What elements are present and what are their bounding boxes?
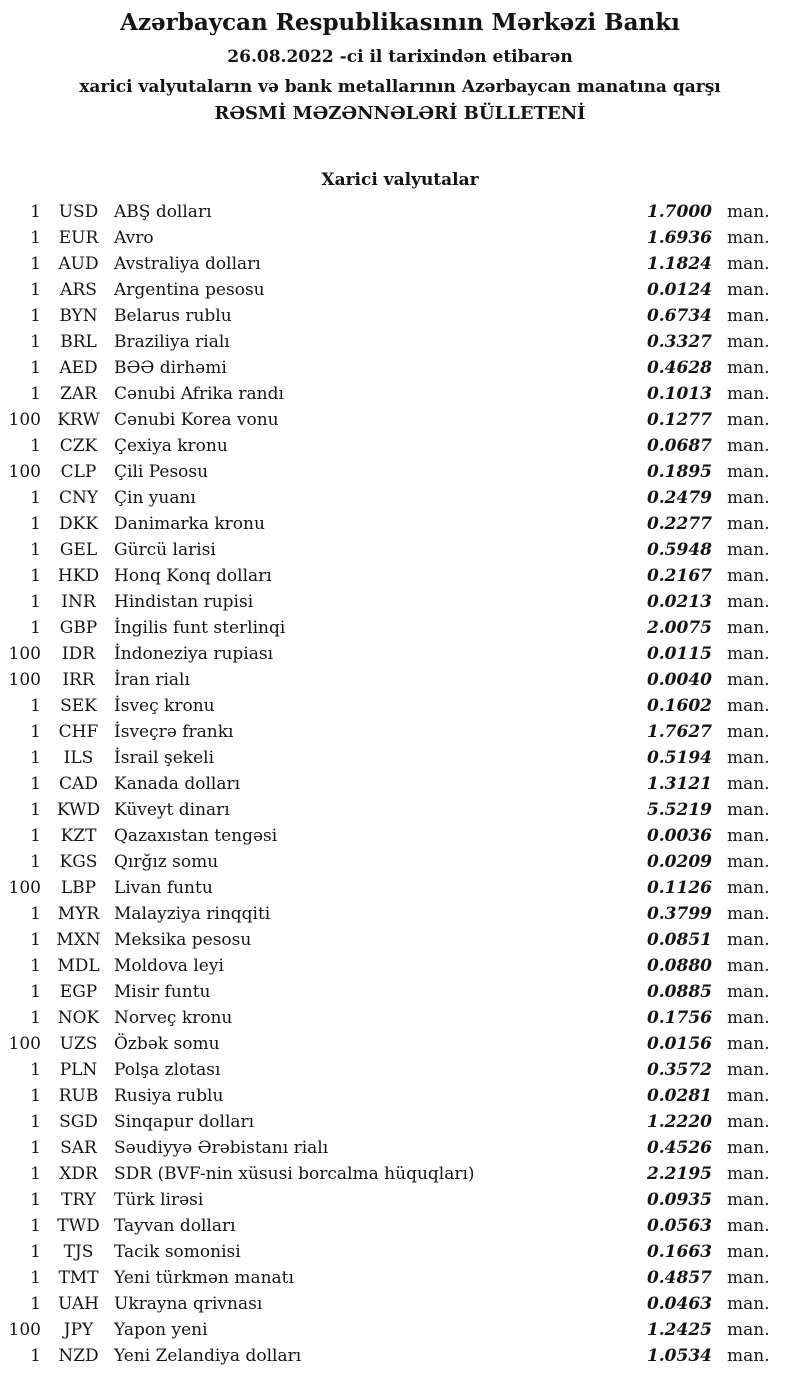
unit-cell: man.	[727, 982, 770, 1002]
rate-value-cell: 0.0463	[646, 1294, 712, 1314]
currency-name-cell: Livan funtu	[114, 878, 213, 898]
rate-value-cell: 0.4628	[646, 358, 712, 378]
unit-cell: man.	[727, 904, 770, 924]
currency-code-cell: CNY	[58, 488, 99, 508]
currency-code-cell: CAD	[59, 774, 98, 794]
rate-row	[0, 329, 800, 355]
currency-name-cell: ABŞ dolları	[114, 202, 212, 222]
rates-table	[0, 199, 800, 1369]
rate-value-cell: 0.4857	[646, 1268, 712, 1288]
currency-code-cell: HKD	[57, 566, 100, 586]
rate-row	[0, 433, 800, 459]
currency-name-cell: Çili Pesosu	[114, 462, 209, 482]
bank-title: Azərbaycan Respublikasının Mərkəzi Bankı	[120, 9, 680, 36]
quantity-cell: 100	[8, 644, 41, 664]
unit-cell: man.	[727, 618, 770, 638]
currency-name-cell: İndoneziya rupiası	[114, 644, 274, 664]
rate-row	[0, 485, 800, 511]
quantity-cell: 1	[30, 228, 41, 248]
currency-name-cell: Moldova leyi	[114, 956, 224, 976]
currency-name-cell: Qırğız somu	[114, 852, 219, 872]
unit-cell: man.	[727, 1112, 770, 1132]
rate-row	[0, 1265, 800, 1291]
rate-row	[0, 953, 800, 979]
currency-code-cell: GEL	[59, 540, 98, 560]
currency-code-cell: CHF	[58, 722, 99, 742]
rate-value-cell: 0.0687	[646, 436, 712, 456]
currency-code-cell: USD	[58, 202, 99, 222]
quantity-cell: 1	[30, 254, 41, 274]
rate-value-cell: 0.1756	[646, 1008, 712, 1028]
rate-value-cell: 0.0115	[646, 644, 712, 664]
currency-code-cell: BRL	[60, 332, 97, 352]
rate-row	[0, 511, 800, 537]
currency-name-cell: Cənubi Korea vonu	[114, 410, 279, 430]
unit-cell: man.	[727, 410, 770, 430]
rate-value-cell: 1.6936	[646, 228, 712, 248]
unit-cell: man.	[727, 1242, 770, 1262]
quantity-cell: 1	[30, 852, 41, 872]
currency-code-cell: JPY	[63, 1320, 94, 1340]
unit-cell: man.	[727, 1138, 770, 1158]
currency-code-cell: XDR	[59, 1164, 98, 1184]
unit-cell: man.	[727, 956, 770, 976]
rate-row	[0, 277, 800, 303]
unit-cell: man.	[727, 202, 770, 222]
rate-value-cell: 1.3121	[646, 774, 712, 794]
rate-value-cell: 1.7000	[646, 202, 712, 222]
currency-name-cell: Çexiya kronu	[114, 436, 228, 456]
unit-cell: man.	[727, 332, 770, 352]
currency-code-cell: SGD	[59, 1112, 98, 1132]
bulletin-header	[0, 6, 800, 126]
rate-row	[0, 563, 800, 589]
unit-cell: man.	[727, 774, 770, 794]
rate-value-cell: 1.2220	[646, 1112, 712, 1132]
rate-value-cell: 0.0281	[646, 1086, 712, 1106]
unit-cell: man.	[727, 462, 770, 482]
quantity-cell: 1	[30, 592, 41, 612]
rate-row	[0, 797, 800, 823]
quantity-cell: 1	[30, 1060, 41, 1080]
currency-name-cell: Polşa zlotası	[114, 1060, 221, 1080]
currency-code-cell: ARS	[60, 280, 97, 300]
rate-value-cell: 0.2167	[646, 566, 712, 586]
currency-name-cell: Danimarka kronu	[114, 514, 265, 534]
rate-value-cell: 0.0563	[646, 1216, 712, 1236]
quantity-cell: 100	[8, 670, 41, 690]
unit-cell: man.	[727, 826, 770, 846]
currency-code-cell: KZT	[60, 826, 97, 846]
unit-cell: man.	[727, 358, 770, 378]
rate-value-cell: 0.0124	[646, 280, 712, 300]
currency-name-cell: İsveç kronu	[114, 696, 215, 716]
rate-row	[0, 1317, 800, 1343]
quantity-cell: 1	[30, 280, 41, 300]
currency-code-cell: UZS	[59, 1034, 98, 1054]
rate-value-cell: 0.1013	[646, 384, 712, 404]
currency-code-cell: TRY	[61, 1190, 96, 1210]
quantity-cell: 1	[30, 774, 41, 794]
rate-value-cell: 0.5948	[646, 540, 712, 560]
quantity-cell: 1	[30, 1346, 41, 1366]
unit-cell: man.	[727, 1190, 770, 1210]
quantity-cell: 1	[30, 306, 41, 326]
currency-name-cell: Kanada dolları	[114, 774, 241, 794]
currency-name-cell: Malayziya rinqqiti	[114, 904, 271, 924]
currency-code-cell: KRW	[57, 410, 100, 430]
currency-code-cell: EUR	[58, 228, 99, 248]
unit-cell: man.	[727, 930, 770, 950]
rate-value-cell: 0.3572	[646, 1060, 712, 1080]
currency-name-cell: Çin yuanı	[114, 488, 196, 508]
rate-row	[0, 693, 800, 719]
rate-value-cell: 0.1277	[646, 410, 712, 430]
currency-name-cell: Gürcü larisi	[114, 540, 216, 560]
currency-code-cell: INR	[61, 592, 96, 612]
currency-code-cell: AUD	[58, 254, 99, 274]
unit-cell: man.	[727, 436, 770, 456]
rate-value-cell: 0.6734	[646, 306, 712, 326]
unit-cell: man.	[727, 800, 770, 820]
currency-name-cell: SDR (BVF-nin xüsusi borcalma hüquqları)	[114, 1164, 475, 1184]
currency-code-cell: TWD	[57, 1216, 100, 1236]
rate-value-cell: 0.1663	[646, 1242, 712, 1262]
currency-code-cell: LBP	[60, 878, 97, 898]
quantity-cell: 1	[30, 1294, 41, 1314]
quantity-cell: 1	[30, 384, 41, 404]
rate-value-cell: 0.0156	[646, 1034, 712, 1054]
rate-row	[0, 1109, 800, 1135]
rate-value-cell: 0.0209	[646, 852, 712, 872]
unit-cell: man.	[727, 1164, 770, 1184]
currency-code-cell: NOK	[57, 1008, 100, 1028]
bulletin-official-rates-title: RƏSMİ MƏZƏNNƏLƏRİ BÜLLETENİ	[214, 103, 586, 124]
currency-code-cell: KWD	[56, 800, 101, 820]
rate-value-cell: 1.2425	[646, 1320, 712, 1340]
currency-name-cell: Özbək somu	[114, 1034, 220, 1054]
quantity-cell: 1	[30, 618, 41, 638]
unit-cell: man.	[727, 488, 770, 508]
quantity-cell: 100	[8, 462, 41, 482]
rate-value-cell: 0.0935	[646, 1190, 712, 1210]
rate-value-cell: 1.1824	[646, 254, 712, 274]
currency-name-cell: İsrail şekeli	[114, 748, 214, 768]
rate-row	[0, 537, 800, 563]
currency-name-cell: Cənubi Afrika randı	[114, 384, 284, 404]
unit-cell: man.	[727, 514, 770, 534]
unit-cell: man.	[727, 1346, 770, 1366]
unit-cell: man.	[727, 280, 770, 300]
unit-cell: man.	[727, 1008, 770, 1028]
currency-name-cell: Yeni Zelandiya dolları	[114, 1346, 302, 1366]
currency-code-cell: DKK	[58, 514, 99, 534]
quantity-cell: 1	[30, 1138, 41, 1158]
rate-value-cell: 0.0851	[646, 930, 712, 950]
unit-cell: man.	[727, 644, 770, 664]
quantity-cell: 1	[30, 1190, 41, 1210]
currency-name-cell: Səudiyyə Ərəbistanı rialı	[114, 1138, 329, 1158]
rate-row	[0, 1057, 800, 1083]
currency-code-cell: ZAR	[60, 384, 97, 404]
rate-value-cell: 0.0213	[646, 592, 712, 612]
rate-value-cell: 2.2195	[646, 1164, 712, 1184]
rate-row	[0, 251, 800, 277]
quantity-cell: 1	[30, 202, 41, 222]
rate-row	[0, 355, 800, 381]
currency-name-cell: Belarus rublu	[114, 306, 232, 326]
currency-code-cell: MDL	[57, 956, 100, 976]
rate-row	[0, 1291, 800, 1317]
rate-row	[0, 1187, 800, 1213]
currency-code-cell: NZD	[58, 1346, 99, 1366]
unit-cell: man.	[727, 1320, 770, 1340]
rate-value-cell: 0.0040	[646, 670, 712, 690]
currency-name-cell: Yeni türkmən manatı	[114, 1268, 294, 1288]
unit-cell: man.	[727, 878, 770, 898]
quantity-cell: 1	[30, 1216, 41, 1236]
quantity-cell: 100	[8, 878, 41, 898]
rate-row	[0, 875, 800, 901]
rate-row	[0, 745, 800, 771]
currency-code-cell: TMT	[58, 1268, 99, 1288]
quantity-cell: 1	[30, 1164, 41, 1184]
quantity-cell: 1	[30, 956, 41, 976]
rate-row	[0, 225, 800, 251]
currency-code-cell: SEK	[60, 696, 97, 716]
unit-cell: man.	[727, 670, 770, 690]
rate-row	[0, 407, 800, 433]
currency-code-cell: BYN	[59, 306, 98, 326]
currency-name-cell: Avstraliya dolları	[114, 254, 261, 274]
unit-cell: man.	[727, 852, 770, 872]
currency-name-cell: Avro	[114, 228, 154, 248]
quantity-cell: 100	[8, 410, 41, 430]
currency-name-cell: Ukrayna qrivnası	[114, 1294, 263, 1314]
currency-code-cell: MYR	[57, 904, 100, 924]
rate-row	[0, 901, 800, 927]
unit-cell: man.	[727, 306, 770, 326]
quantity-cell: 1	[30, 514, 41, 534]
currency-name-cell: Argentina pesosu	[114, 280, 265, 300]
currency-name-cell: İsveçrə frankı	[114, 722, 234, 742]
currency-code-cell: CZK	[59, 436, 98, 456]
rate-row	[0, 1161, 800, 1187]
rate-value-cell: 0.0885	[646, 982, 712, 1002]
unit-cell: man.	[727, 384, 770, 404]
currency-code-cell: MXN	[56, 930, 101, 950]
quantity-cell: 1	[30, 1112, 41, 1132]
rate-row	[0, 719, 800, 745]
quantity-cell: 1	[30, 566, 41, 586]
currency-code-cell: EGP	[59, 982, 98, 1002]
currency-code-cell: CLP	[60, 462, 97, 482]
rate-row	[0, 1083, 800, 1109]
rate-value-cell: 0.5194	[646, 748, 712, 768]
currency-name-cell: Tacik somonisi	[114, 1242, 241, 1262]
currency-name-cell: BƏƏ dirhəmi	[114, 358, 227, 378]
rate-row	[0, 1031, 800, 1057]
currency-code-cell: UAH	[58, 1294, 99, 1314]
rate-value-cell: 0.1602	[646, 696, 712, 716]
currency-name-cell: Honq Konq dolları	[114, 566, 272, 586]
quantity-cell: 1	[30, 826, 41, 846]
rate-value-cell: 0.1126	[646, 878, 712, 898]
currency-name-cell: İran rialı	[114, 670, 190, 690]
rate-row	[0, 589, 800, 615]
currency-name-cell: Meksika pesosu	[114, 930, 252, 950]
quantity-cell: 1	[30, 800, 41, 820]
quantity-cell: 100	[8, 1034, 41, 1054]
rate-value-cell: 0.0036	[646, 826, 712, 846]
quantity-cell: 1	[30, 358, 41, 378]
rate-row	[0, 1343, 800, 1369]
quantity-cell: 1	[30, 540, 41, 560]
currency-name-cell: Sinqapur dolları	[114, 1112, 255, 1132]
unit-cell: man.	[727, 1268, 770, 1288]
currency-name-cell: Tayvan dolları	[114, 1216, 236, 1236]
quantity-cell: 1	[30, 904, 41, 924]
unit-cell: man.	[727, 1216, 770, 1236]
currency-name-cell: Yapon yeni	[114, 1320, 208, 1340]
currency-name-cell: Rusiya rublu	[114, 1086, 224, 1106]
section-title-foreign-currencies: Xarici valyutalar	[321, 170, 479, 190]
unit-cell: man.	[727, 1086, 770, 1106]
unit-cell: man.	[727, 228, 770, 248]
currency-code-cell: RUB	[58, 1086, 99, 1106]
unit-cell: man.	[727, 1060, 770, 1080]
rate-row	[0, 1135, 800, 1161]
rate-row	[0, 303, 800, 329]
rate-value-cell: 5.5219	[646, 800, 712, 820]
currency-code-cell: PLN	[59, 1060, 98, 1080]
currency-code-cell: IRR	[62, 670, 95, 690]
rate-row	[0, 641, 800, 667]
quantity-cell: 1	[30, 748, 41, 768]
quantity-cell: 1	[30, 1242, 41, 1262]
rate-value-cell: 0.2479	[646, 488, 712, 508]
currency-code-cell: AED	[59, 358, 98, 378]
rate-row	[0, 1239, 800, 1265]
quantity-cell: 1	[30, 982, 41, 1002]
rate-row	[0, 1005, 800, 1031]
rate-row	[0, 849, 800, 875]
unit-cell: man.	[727, 254, 770, 274]
unit-cell: man.	[727, 722, 770, 742]
currency-name-cell: Hindistan rupisi	[114, 592, 254, 612]
quantity-cell: 1	[30, 436, 41, 456]
unit-cell: man.	[727, 566, 770, 586]
unit-cell: man.	[727, 748, 770, 768]
rate-value-cell: 1.7627	[646, 722, 712, 742]
rate-value-cell: 0.3327	[646, 332, 712, 352]
unit-cell: man.	[727, 1034, 770, 1054]
rate-value-cell: 2.0075	[646, 618, 712, 638]
rate-row	[0, 1213, 800, 1239]
unit-cell: man.	[727, 540, 770, 560]
currency-name-cell: İngilis funt sterlinqi	[114, 618, 286, 638]
unit-cell: man.	[727, 696, 770, 716]
rate-value-cell: 0.4526	[646, 1138, 712, 1158]
currency-name-cell: Norveç kronu	[114, 1008, 233, 1028]
effective-date-line: 26.08.2022 -ci il tarixindən etibarən	[227, 47, 573, 67]
quantity-cell: 1	[30, 722, 41, 742]
currency-name-cell: Misir funtu	[114, 982, 211, 1002]
rate-row	[0, 199, 800, 225]
quantity-cell: 1	[30, 1268, 41, 1288]
rate-value-cell: 0.0880	[646, 956, 712, 976]
unit-cell: man.	[727, 1294, 770, 1314]
currency-code-cell: SAR	[60, 1138, 97, 1158]
unit-cell: man.	[727, 592, 770, 612]
rate-value-cell: 0.2277	[646, 514, 712, 534]
currency-name-cell: Türk lirəsi	[114, 1190, 204, 1210]
quantity-cell: 100	[8, 1320, 41, 1340]
currency-code-cell: GBP	[59, 618, 98, 638]
rate-row	[0, 667, 800, 693]
currency-code-cell: IDR	[61, 644, 96, 664]
rate-value-cell: 0.3799	[646, 904, 712, 924]
rate-value-cell: 0.1895	[646, 462, 712, 482]
quantity-cell: 1	[30, 696, 41, 716]
currency-code-cell: KGS	[59, 852, 98, 872]
currency-code-cell: ILS	[63, 748, 94, 768]
quantity-cell: 1	[30, 1086, 41, 1106]
quantity-cell: 1	[30, 930, 41, 950]
quantity-cell: 1	[30, 332, 41, 352]
currency-code-cell: TJS	[63, 1242, 94, 1262]
rate-row	[0, 615, 800, 641]
rate-value-cell: 1.0534	[646, 1346, 712, 1366]
currency-name-cell: Küveyt dinarı	[114, 800, 230, 820]
rate-row	[0, 927, 800, 953]
rate-row	[0, 381, 800, 407]
rate-row	[0, 979, 800, 1005]
quantity-cell: 1	[30, 488, 41, 508]
currency-name-cell: Qazaxıstan tengəsi	[114, 826, 278, 846]
bulletin-subtitle: xarici valyutaların və bank metallarının Azərbaycan manatına qarşı	[79, 77, 721, 97]
currency-name-cell: Braziliya rialı	[114, 332, 230, 352]
rate-row	[0, 771, 800, 797]
rate-row	[0, 823, 800, 849]
quantity-cell: 1	[30, 1008, 41, 1028]
rate-row	[0, 459, 800, 485]
